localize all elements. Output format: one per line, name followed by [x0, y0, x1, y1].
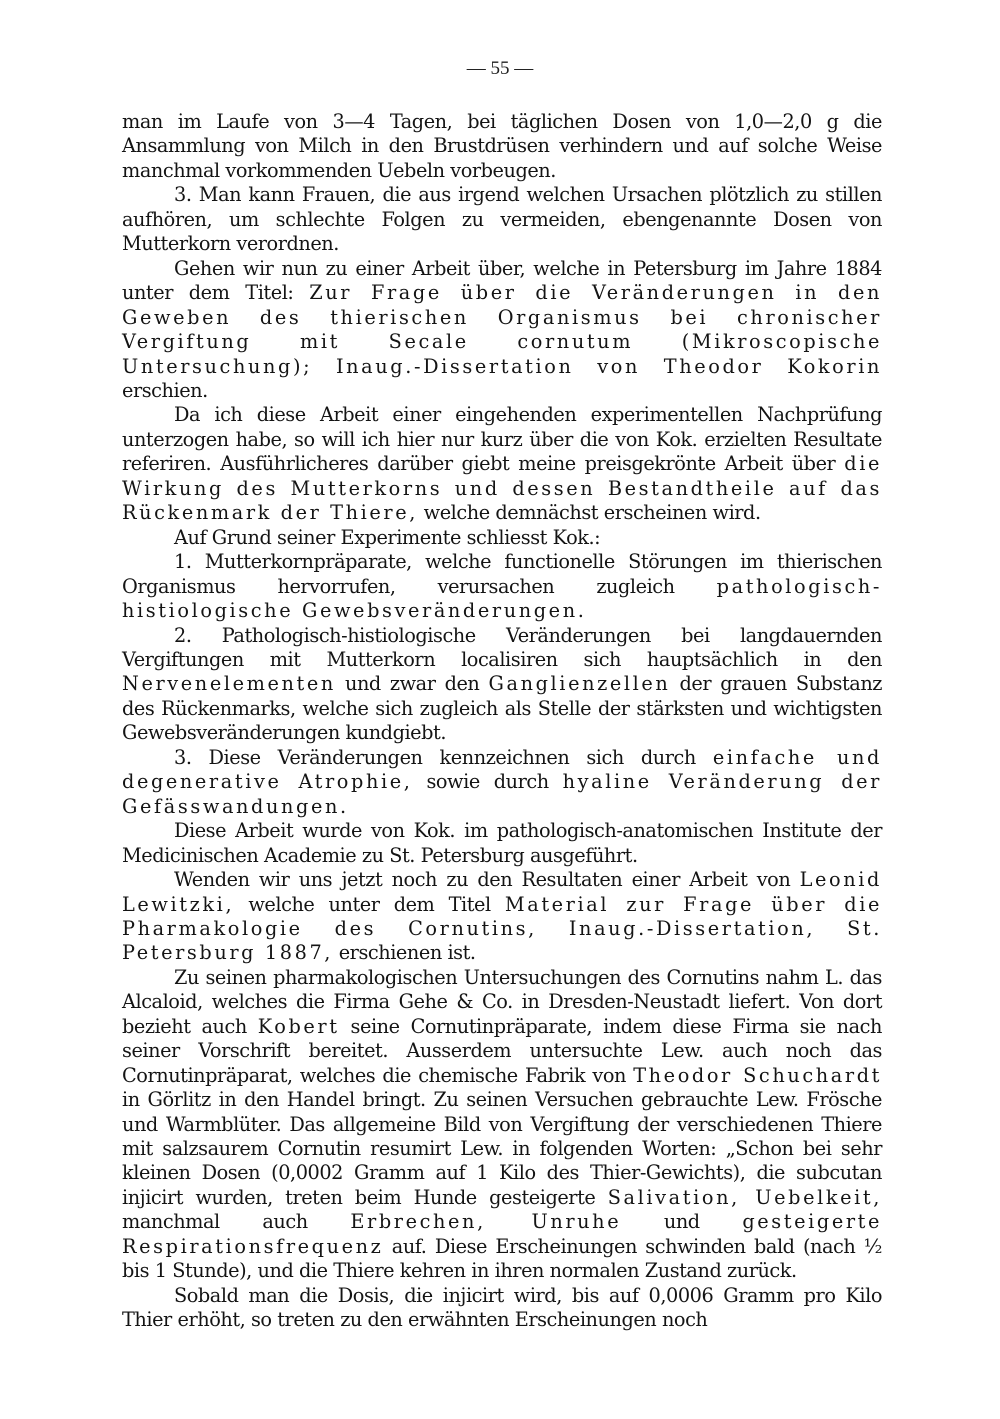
emphasized-text: Material zur Frage über die Pharmakologie des Cornutins, Inaug.-Dissertation, St. Petersburg 1887,	[122, 892, 883, 965]
paragraph	[122, 257, 882, 404]
text-run: Sobald man die Dosis, die injicirt wird, bis auf 0,0006 Gramm pro Kilo Thier erhöht, so treten zu den erwähnten Erscheinungen noch	[122, 1283, 882, 1332]
emphasized-text: Leonid Lewitzki,	[122, 868, 882, 916]
text-run: Wenden wir uns jetzt noch zu den Resultaten einer Arbeit von	[174, 868, 800, 892]
paragraph	[122, 868, 882, 966]
text-run: auf. Diese Erscheinungen schwinden bald (nach ½ bis 1 Stunde), und die Thiere kehren in ihren normalen Zustand zurück.	[122, 1234, 882, 1283]
paragraph	[122, 1284, 882, 1333]
text-run: 3. Diese Veränderungen kennzeichnen sich durch	[174, 745, 713, 769]
text-run: Auf Grund seiner Experimente schliesst Kok.:	[174, 525, 601, 549]
emphasized-text: hyaline Veränderung der Gefässwandungen.	[122, 770, 882, 818]
paragraph	[122, 403, 882, 525]
emphasized-text: pathologisch-histiologische Gewebsveränderungen.	[122, 574, 882, 623]
emphasized-text: Ganglienzellen	[488, 672, 671, 696]
text-run: 2. Pathologisch-histiologische Veränderungen bei langdauernden Vergiftungen mit Mutterkorn localisiren sich hauptsächlich in den	[122, 623, 882, 671]
text-run: Gehen wir nun zu einer Arbeit über, welche in Petersburg im Jahre 1884 unter dem Titel:	[122, 256, 882, 305]
text-run: welche unter dem Titel	[234, 892, 505, 916]
text-run: in Görlitz in den Handel bringt. Zu seinen Versuchen gebrauchte Lew. Frösche und Warmblüter. Das allgemeine Bild von Vergiftung der verschiedenen Thiere mit salzsaurem Cornutin resumirt Lew. in folgenden Worten: „Schon bei sehr kleinen Dosen (0,0002 Gramm auf 1 Kilo des Thier-Gewichts), die subcutan injicirt wurden, treten beim Hunde gesteigerte	[122, 1088, 882, 1209]
page-number: — 55 —	[466, 58, 534, 79]
paragraph	[122, 966, 882, 1284]
emphasized-text: Theodor Schuchardt	[633, 1063, 882, 1087]
emphasized-text: Zur Frage über die Veränderungen in den Geweben des thierischen Organismus bei chronischer Vergiftung mit Secale cornutum (Mikroscopische Untersuchung); Inaug.-Dissertation von Theodor Kokorin	[122, 281, 882, 378]
emphasized-text: die Wirkung des Mutterkorns und dessen Bestandtheile auf das Rückenmark der Thiere,	[122, 452, 882, 525]
text-run: der grauen Substanz des Rückenmarks, welche sich zugleich als Stelle der stärksten und wichtigsten Gewebsveränderungen kundgiebt.	[122, 672, 882, 745]
text-run: und zwar den	[335, 672, 489, 696]
text-run: Da ich diese Arbeit einer eingehenden experimentellen Nachprüfung unterzogen habe, so will ich hier nur kurz über die von Kok. erzielten Resultate referiren. Ausführlicheres darüber giebt meine preisgekrönte Arbeit über	[122, 403, 882, 476]
text-run: Diese Arbeit wurde von Kok. im pathologisch-anatomischen Institute der Medicinischen Academie zu St. Petersburg ausgeführt.	[122, 819, 882, 867]
emphasized-text: Erbrechen, Unruhe	[350, 1210, 622, 1234]
paragraph	[122, 526, 882, 550]
emphasized-text: gesteigerte Respirationsfrequenz	[122, 1210, 883, 1258]
paragraph	[122, 110, 882, 183]
text-run: erschien.	[122, 378, 208, 402]
emphasized-text: Nervenelementen	[122, 672, 336, 696]
text-run: sowie durch	[412, 770, 563, 794]
paragraph	[122, 550, 882, 623]
paragraph	[122, 746, 882, 819]
emphasized-text: Kobert	[257, 1014, 340, 1038]
text-run: man im Laufe von 3—4 Tagen, bei täglichen Dosen von 1,0—2,0 g die Ansammlung von Milch in den Brustdrüsen verhindern und auf solche Weise manchmal vorkommenden Uebeln vorbeugen.	[122, 110, 882, 182]
emphasized-text: einfache und degenerative Atrophie,	[122, 745, 882, 794]
text-run: und	[621, 1210, 743, 1234]
paragraph	[122, 819, 882, 868]
text-run: Zu seinen pharmakologischen Untersuchungen des Cornutins nahm L. das Alcaloid, welches die Firma Gehe & Co. in Dresden-Neustadt liefert. Von dort bezieht auch	[122, 965, 882, 1038]
paragraph	[122, 183, 882, 256]
emphasized-text: Salivation, Uebelkeit,	[607, 1185, 883, 1209]
text-run: 1. Mutterkornpräparate, welche functionelle Störungen im thierischen Organismus hervorrufen, verursachen zugleich	[122, 550, 882, 598]
text-run: erschienen ist.	[333, 941, 476, 965]
body-text	[122, 110, 882, 1333]
text-run: seine Cornutinpräparate, indem diese Firma sie nach seiner Vorschrift bereitet. Ausserdem untersuchte Lew. auch noch das Cornutinpräparat, welches die chemische Fabrik von	[122, 1014, 882, 1087]
paragraph	[122, 624, 882, 746]
text-run: manchmal auch	[122, 1210, 351, 1234]
text-run: welche demnächst erscheinen wird.	[417, 501, 761, 525]
text-run: 3. Man kann Frauen, die aus irgend welchen Ursachen plötzlich zu stillen aufhören, um schlechte Folgen zu vermeiden, ebengenannte Dosen von Mutterkorn verordnen.	[122, 183, 882, 256]
